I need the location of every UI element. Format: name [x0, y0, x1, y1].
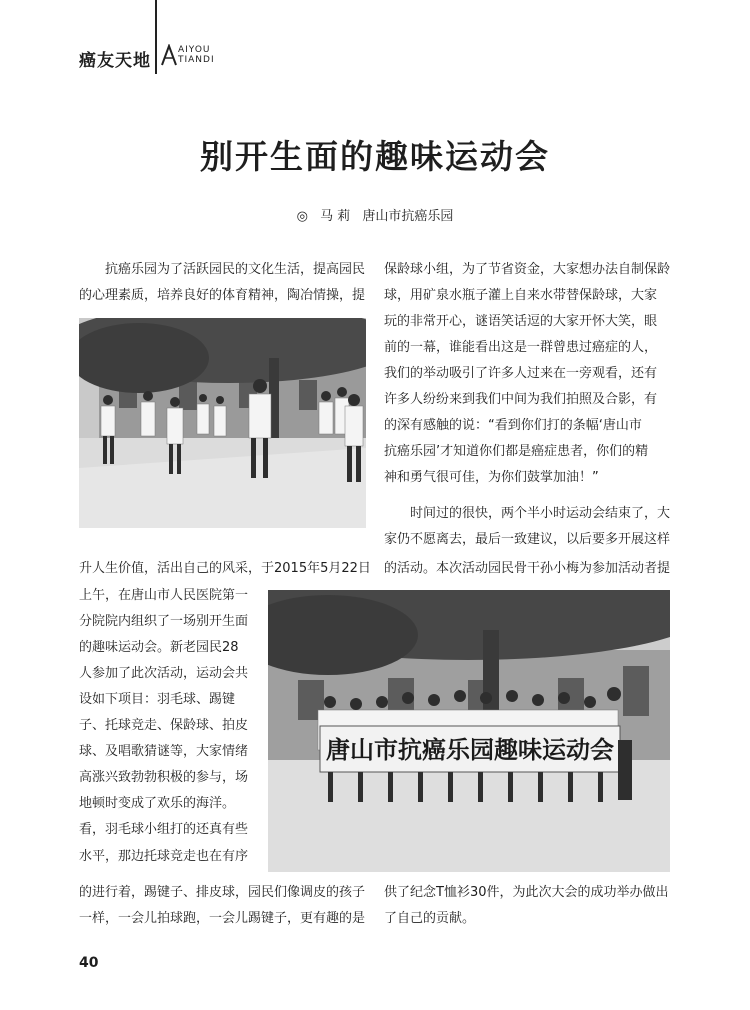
- body-line: 人参加了此次活动，运动会共: [79, 666, 249, 681]
- body-line: 玩的非常开心，谜语笑话逗的大家开怀大笑，眼: [384, 314, 658, 329]
- section-english-name: [178, 45, 215, 65]
- body-line: 水平，那边托球竞走也在有序: [79, 849, 249, 864]
- article-title: 别开生面的趣味运动会: [200, 137, 550, 176]
- page-number: 40: [79, 955, 99, 971]
- author-name: 马 莉: [320, 209, 351, 224]
- body-line: 保龄球小组，为了节省资金，大家想办法自制保龄: [384, 262, 671, 277]
- author-organization: 唐山市抗癌乐园: [362, 209, 454, 224]
- section-en-line2: TIANDI: [178, 55, 215, 65]
- body-line: 子、托球竞走、保龄球、拍皮: [79, 718, 249, 733]
- section-en-line1: AIYOU: [178, 45, 211, 55]
- body-line: 的趣味运动会。新老园民28: [79, 640, 239, 655]
- body-line: 抗癌乐园’才知道你们都是癌症患者，你们的精: [384, 444, 649, 459]
- body-line: 了自己的贡献。: [384, 911, 476, 926]
- byline-mark: ◎: [296, 209, 308, 224]
- photo-walking-activity: [79, 318, 366, 528]
- body-line: 家仍不愿离去，最后一致建议，以后要多开展这样: [384, 532, 671, 547]
- body-line: 抗癌乐园为了活跃园民的文化生活，提高园民: [79, 262, 366, 277]
- body-line: 的心理素质，培养良好的体育精神，陶冶情操，提: [79, 288, 366, 303]
- body-line: 我们的举动吸引了许多人过来在一旁观看，还有: [384, 366, 658, 381]
- body-line: 的深有感触的说：“看到你们打的条幅‘唐山市: [384, 418, 642, 433]
- body-line: 高涨兴致勃勃积极的参与，场: [79, 770, 249, 785]
- body-line: 许多人纷纷来到我们中间为我们拍照及合影，有: [384, 392, 658, 407]
- body-line: 球，用矿泉水瓶子灌上自来水带替保龄球，大家: [384, 288, 658, 303]
- photo-group-banner: [268, 590, 670, 872]
- body-line: 前的一幕，谁能看出这是一群曾患过癌症的人，: [384, 340, 658, 355]
- body-line: 地顿时变成了欢乐的海洋。: [79, 796, 236, 811]
- body-line: 的活动。本次活动园民骨干孙小梅为参加活动者提: [384, 561, 671, 576]
- body-line: 设如下项目：羽毛球、踢键: [79, 692, 236, 707]
- body-line: 分院院内组织了一场别开生面: [79, 614, 249, 629]
- body-line: 看，羽毛球小组打的还真有些: [79, 822, 249, 837]
- banner-text: 唐山市抗癌乐园趣味运动会: [326, 735, 614, 764]
- body-line: 时间过的很快，两个半小时运动会结束了，大: [384, 506, 671, 521]
- body-line: 供了纪念T恤衫30件，为此次大会的成功举办做出: [384, 885, 669, 900]
- body-line: 上午，在唐山市人民医院第一: [79, 588, 249, 603]
- body-line: 升人生价值，活出自己的风采，于2015年5月22日: [79, 561, 371, 576]
- body-line: 神和勇气很可佳，为你们鼓掌加油！”: [384, 470, 599, 485]
- byline: [0, 205, 750, 224]
- body-line: 的进行着，踢键子、排皮球，园民们像调皮的孩子: [79, 885, 366, 900]
- section-title: 癌友天地: [79, 51, 151, 71]
- body-line: 球、及唱歌猜谜等，大家情绪: [79, 744, 249, 759]
- body-line: 一样，一会儿拍球跑，一会儿踢键子，更有趣的是: [79, 911, 366, 926]
- section-logo-icon: [161, 44, 177, 66]
- header-divider: [155, 0, 157, 74]
